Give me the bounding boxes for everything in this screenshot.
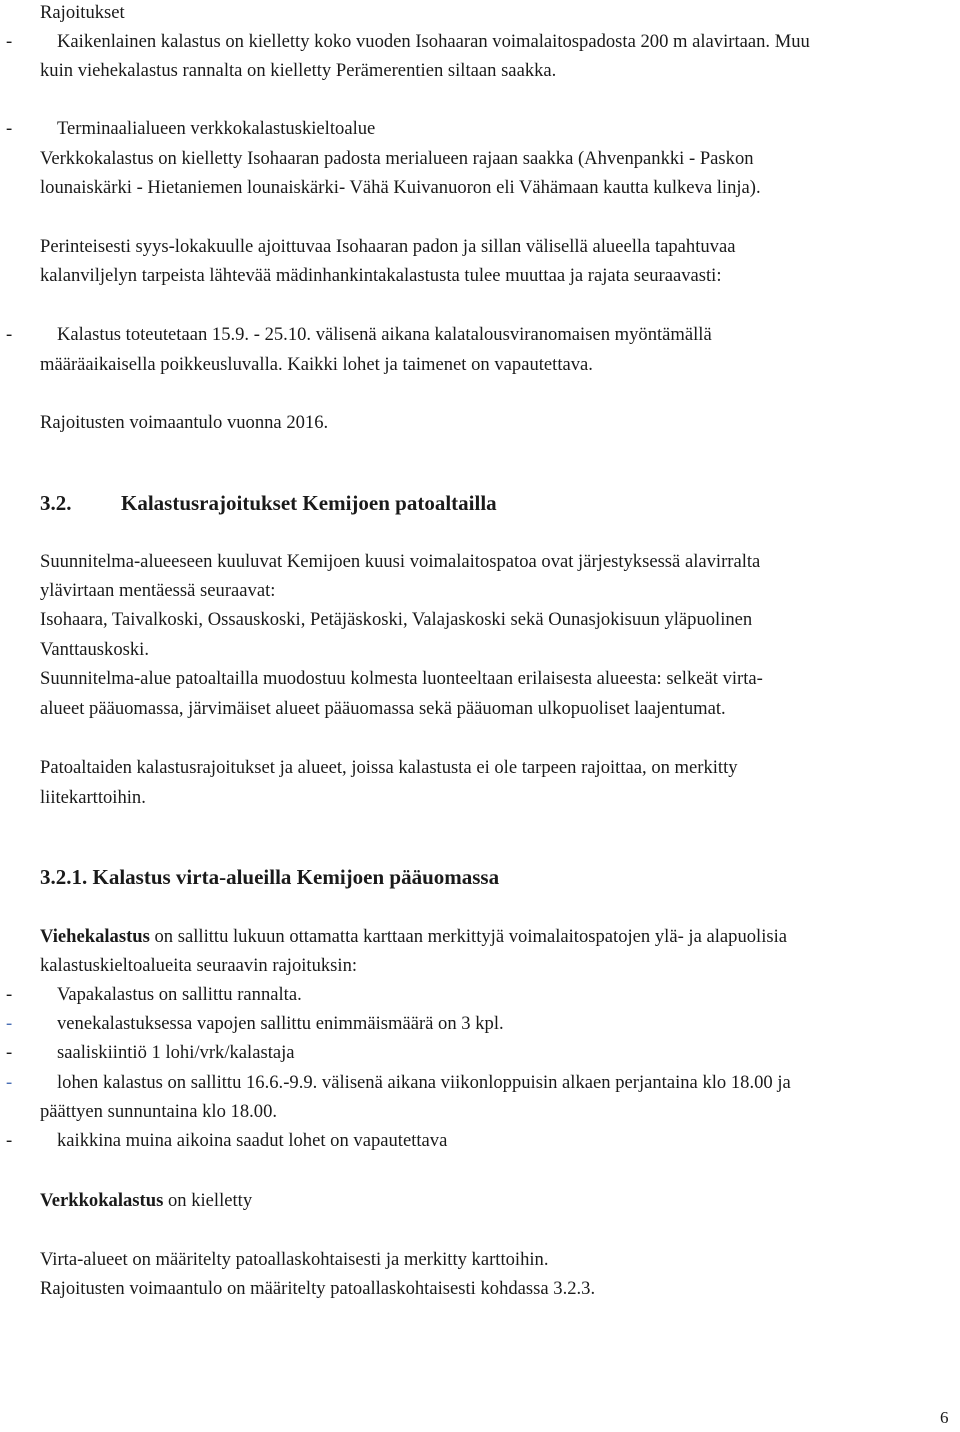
section-3-2-p3-line-2: liitekarttoihin. <box>40 787 146 808</box>
section-3-2-p1-line-4: Vanttauskoski. <box>40 639 149 660</box>
section-3-2-p1-line-1: Suunnitelma-alueeseen kuuluvat Kemijoen kuusi voimalaitospatoa ovat järjestyksessä alavirralta <box>40 551 761 572</box>
rajoitukset-voimaantulo: Rajoitusten voimaantulo vuonna 2016. <box>40 412 329 433</box>
list-dash: - <box>6 1013 13 1034</box>
rajoitukset-heading: Rajoitukset <box>40 2 125 23</box>
madinhankinta-para-line-1: Perinteisesti syys-lokakuulle ajoittuvaa Isohaaran padon ja sillan välisellä alueella tapahtuvaa <box>40 236 736 257</box>
list-dash: - <box>6 1130 13 1151</box>
rajoitus-item-2-line-2: lounaiskärki - Hietaniemen lounaiskärki- Vähä Kuivanuoron eli Vähämaan kautta kulkeva linja). <box>40 177 761 198</box>
verkkokalastus-term: Verkkokalastus <box>40 1190 164 1211</box>
viehekalastus-term: Viehekalastus <box>40 926 150 947</box>
page-number: 6 <box>940 1408 949 1427</box>
viehekalastus-line-2: kalastuskieltoalueita seuraavin rajoituksin: <box>40 955 358 976</box>
voimaantulo-line: Rajoitusten voimaantulo on määritelty patoallaskohtaisesti kohdassa 3.2.3. <box>40 1278 596 1299</box>
rajoitus-item-2-title: Terminaalialueen verkkokalastuskieltoalue <box>57 118 376 139</box>
list-dash: - <box>6 984 13 1005</box>
list-dash: - <box>6 118 13 139</box>
list-dash: - <box>6 31 13 52</box>
section-3-2-p2-line-1: Suunnitelma-alue patoaltailla muodostuu kolmesta luonteeltaan erilaisesta alueesta: selkeät virta- <box>40 668 763 689</box>
verkkokalastus-line <box>40 1186 252 1215</box>
rajoitus-item-1-line-1: Kaikenlainen kalastus on kielletty koko vuoden Isohaaran voimalaitospadosta 200 m alavirtaan. Muu <box>57 31 810 52</box>
rajoitus-item-3-line-2: määräaikaisella poikkeusluvalla. Kaikki lohet ja taimenet on vapautettava. <box>40 354 593 375</box>
list-dash: - <box>6 1042 13 1063</box>
rajoitus-item-1-line-2: kuin viehekalastus rannalta on kielletty Perämerentien siltaan saakka. <box>40 60 557 81</box>
list-item: lohen kalastus on sallittu 16.6.-9.9. välisenä aikana viikonloppuisin alkaen perjantaina klo 18.00 ja <box>57 1072 791 1093</box>
viehekalastus-text: on sallittu lukuun ottamatta karttaan merkittyjä voimalaitospatojen ylä- ja alapuolisia <box>149 926 788 947</box>
list-item: Vapakalastus on sallittu rannalta. <box>57 984 302 1005</box>
section-3-2-p3-line-1: Patoaltaiden kalastusrajoitukset ja alueet, joissa kalastusta ei ole tarpeen rajoittaa, on merkitty <box>40 757 738 778</box>
list-dash: - <box>6 324 13 345</box>
verkkokalastus-text: on kielletty <box>163 1190 253 1211</box>
virta-alueet-line: Virta-alueet on määritelty patoallaskohtaisesti ja merkitty karttoihin. <box>40 1249 549 1270</box>
list-item: saaliskiintiö 1 lohi/vrk/kalastaja <box>57 1042 295 1063</box>
section-3-2-p1-line-3: Isohaara, Taivalkoski, Ossauskoski, Petäjäskoski, Valajaskoski sekä Ounasjokisuun yläpuolinen <box>40 609 753 630</box>
section-3-2-p1-line-2: ylävirtaan mentäessä seuraavat: <box>40 580 276 601</box>
section-3-2-number: 3.2. <box>40 491 72 515</box>
section-3-2-title: Kalastusrajoitukset Kemijoen patoaltailla <box>121 491 497 515</box>
list-item: venekalastuksessa vapojen sallittu enimmäismäärä on 3 kpl. <box>57 1013 504 1034</box>
list-dash: - <box>6 1072 13 1093</box>
section-3-2-1-title: 3.2.1. Kalastus virta-alueilla Kemijoen pääuomassa <box>40 865 500 889</box>
viehekalastus-line-1 <box>40 922 787 951</box>
rajoitus-item-3-line-1: Kalastus toteutetaan 15.9. - 25.10. välisenä aikana kalatalousviranomaisen myöntämällä <box>57 324 712 345</box>
section-3-2-p2-line-2: alueet pääuomassa, järvimäiset alueet pääuomassa sekä pääuoman ulkopuoliset laajentumat. <box>40 698 726 719</box>
rajoitus-item-2-line-1: Verkkokalastus on kielletty Isohaaran padosta merialueen rajaan saakka (Ahvenpankki - Paskon <box>40 148 754 169</box>
list-item: kaikkina muina aikoina saadut lohet on vapautettava <box>57 1130 448 1151</box>
list-item-continuation: päättyen sunnuntaina klo 18.00. <box>40 1101 278 1122</box>
madinhankinta-para-line-2: kalanviljelyn tarpeista lähtevää mädinhankintakalastusta tulee muuttaa ja rajata seuraavasti: <box>40 265 722 286</box>
